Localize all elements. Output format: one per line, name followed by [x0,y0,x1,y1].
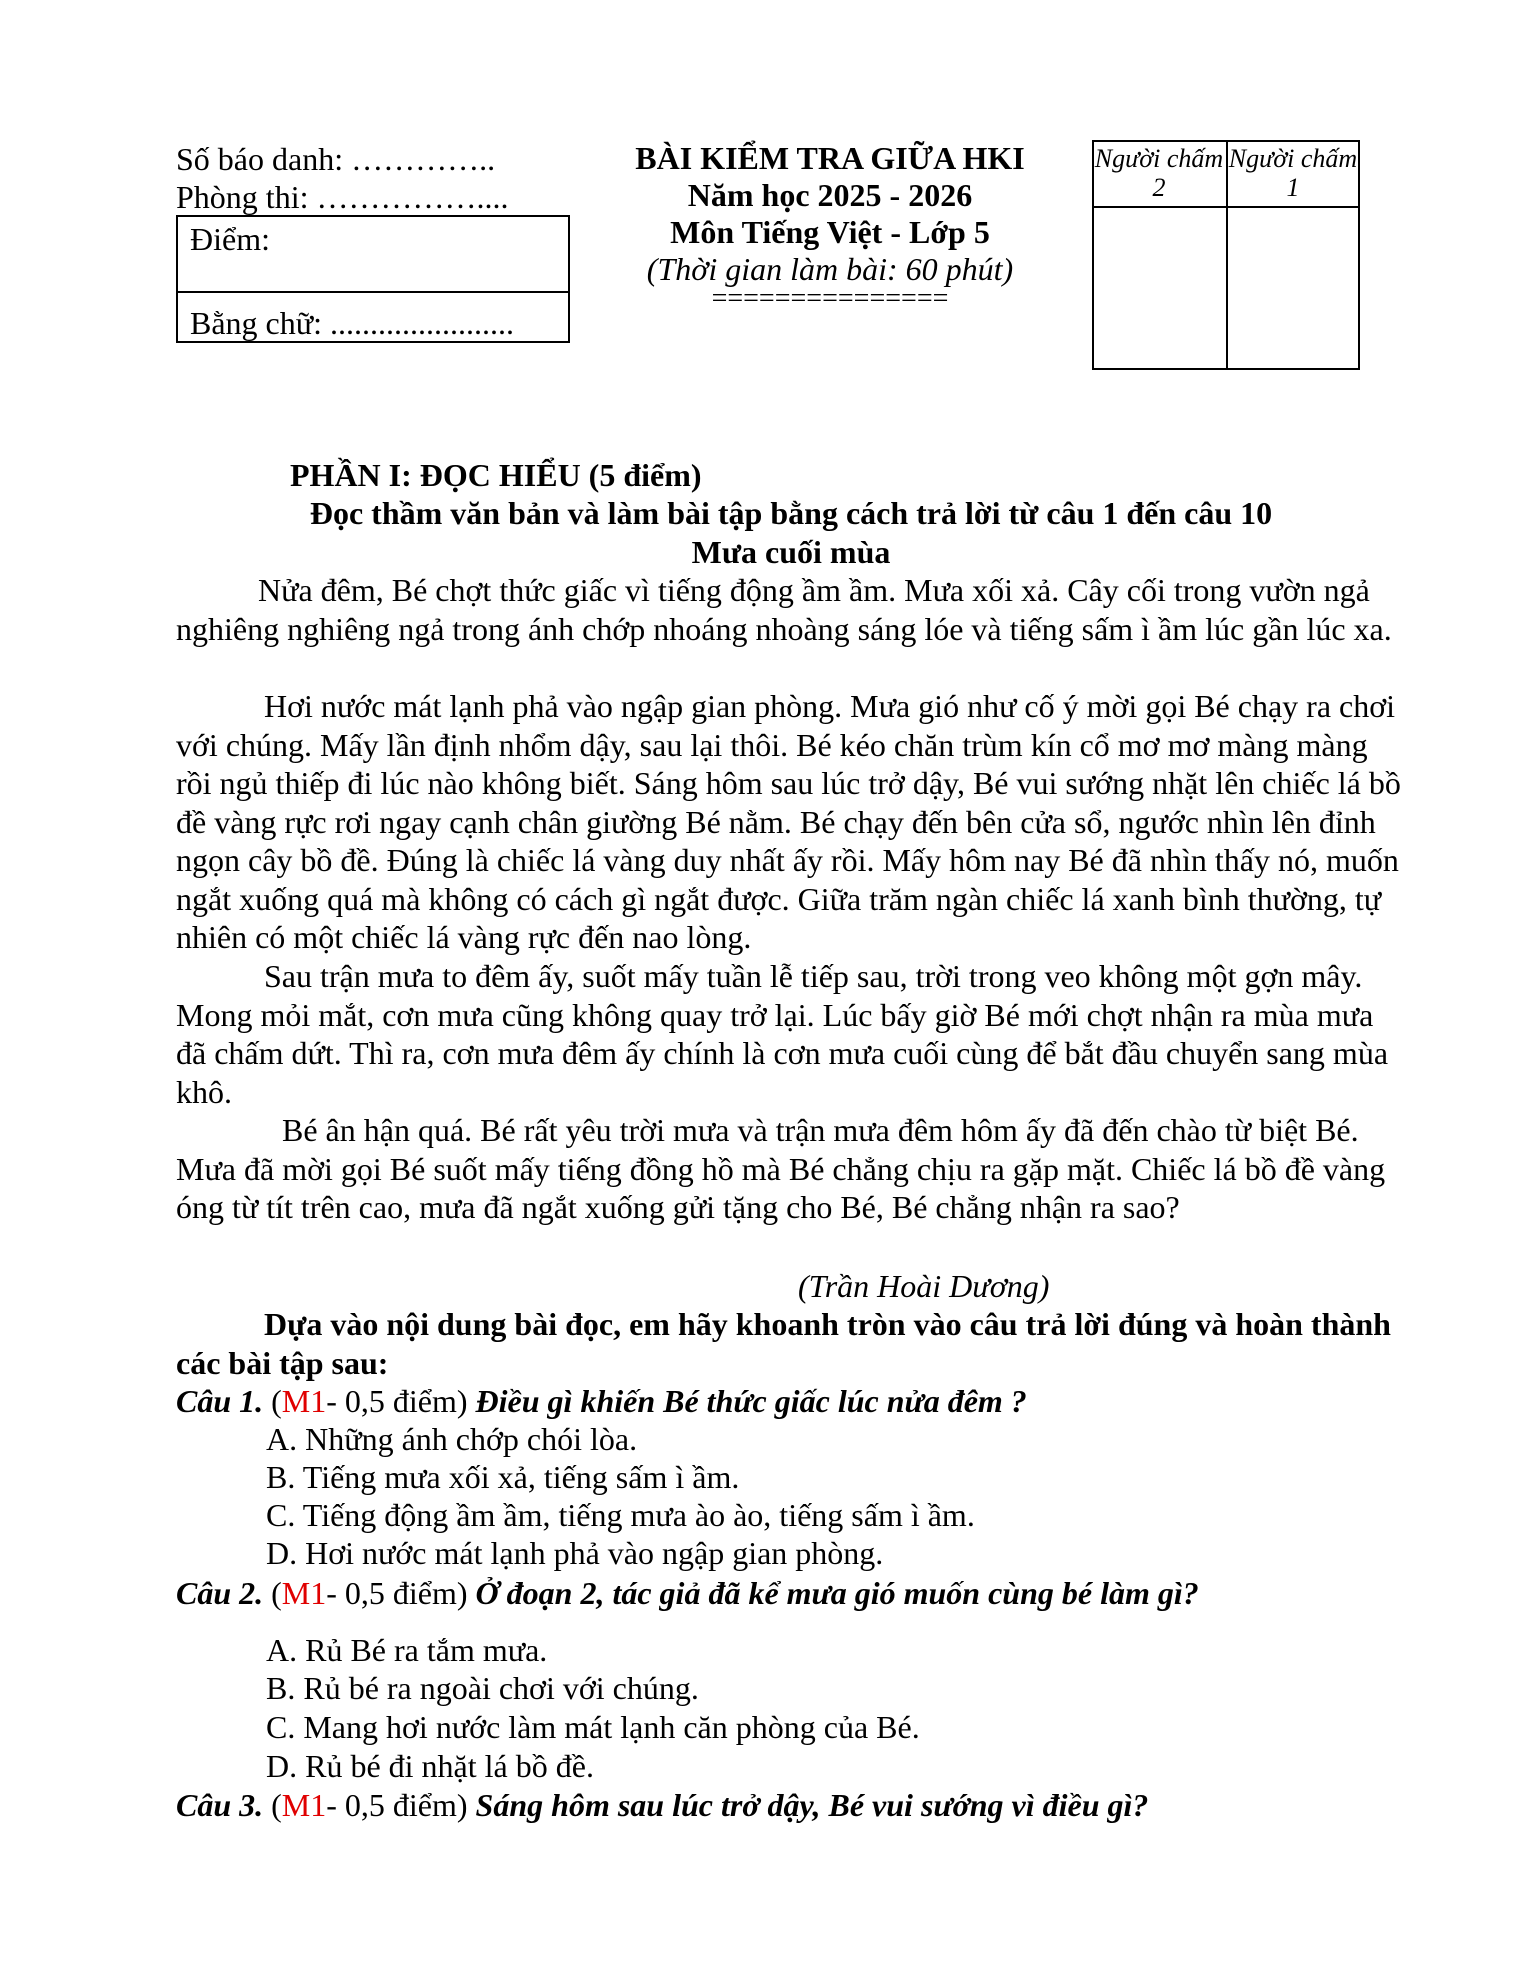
question-2-label: Câu 2. [176,1575,264,1611]
question-1-open: ( [263,1383,282,1419]
question-3-text: Sáng hôm sau lúc trở dậy, Bé vui sướng vì điều gì? [475,1787,1149,1823]
question-2 [176,1574,1199,1612]
question-1 [176,1382,1027,1420]
score-divider [178,291,568,293]
header-left [176,140,508,216]
author: (Trần Hoài Dương) [798,1268,1050,1304]
time-limit: (Thời gian làm bài: 60 phút) [646,251,1014,287]
question-1-option-b: B. Tiếng mưa xối xả, tiếng sấm ì ầm. [266,1459,740,1495]
question-2-option-a: A. Rủ Bé ra tắm mưa. [266,1632,548,1668]
subject: Môn Tiếng Việt - Lớp 5 [670,214,990,250]
candidate-number: Số báo danh: ………….. [176,141,496,177]
question-2-level: M1 [281,1575,327,1611]
grader-2-header: Người chấm 2 [1094,144,1224,202]
grader-1-header: Người chấm 1 [1228,144,1358,202]
story-paragraph-2: Hơi nước mát lạnh phả vào ngập gian phòng. Mưa gió như cố ý mời gọi Bé chạy ra chơi với chúng. Mấy lần định nhổm dậy, sau lại thôi. Bé kéo chăn trùm kín cổ mơ mơ màng màng rồi ngủ thiếp đi lúc nào không biết. Sáng hôm sau lúc trở dậy, Bé vui sướng nhặt lên chiếc lá bồ đề vàng rực rơi ngay cạnh chân giường Bé nằm. Bé chạy đến bên cửa sổ, ngước nhìn lên đỉnh ngọn cây bồ đề. Đúng là chiếc lá vàng duy nhất ấy rồi. Mấy hôm nay Bé đã nhìn thấy nó, muốn ngắt xuống quá mà không có cách gì ngắt được. Giữa trăm ngàn chiếc lá xanh bình thường, tự nhiên có một chiếc lá vàng rực đến nao lòng. [176,688,1401,955]
story-title: Mưa cuối mùa [691,534,891,570]
task-instruction: Dựa vào nội dung bài đọc, em hãy khoanh tròn vào câu trả lời đúng và hoàn thành các bài tập sau: [176,1306,1391,1381]
question-2-option-c: C. Mang hơi nước làm mát lạnh căn phòng của Bé. [266,1709,920,1745]
story-paragraph-3: Sau trận mưa to đêm ấy, suốt mấy tuần lễ tiếp sau, trời trong veo không một gợn mây. Mong mỏi mắt, cơn mưa cũng không quay trở lại. Lúc bấy giờ Bé mới chợt nhận ra mùa mưa đã chấm dứt. Thì ra, cơn mưa đêm ấy chính là cơn mưa cuối cùng để bắt đầu chuyển sang mùa khô. [176,958,1389,1110]
question-3-points: - 0,5 điểm) [326,1787,476,1823]
question-2-points: - 0,5 điểm) [326,1575,476,1611]
score-in-words-label: Bằng chữ: ....................... [190,305,514,341]
part1-heading: PHẦN I: ĐỌC HIỂU (5 điểm) [290,457,702,493]
question-3-label: Câu 3. [176,1787,264,1823]
question-1-points: - 0,5 điểm) [326,1383,476,1419]
part1-instruction: Đọc thầm văn bản và làm bài tập bằng cách trả lời từ câu 1 đến câu 10 [309,495,1273,531]
question-2-open: ( [263,1575,282,1611]
question-1-option-a: A. Những ánh chớp chói lòa. [266,1421,638,1457]
grader-table [1092,140,1360,370]
question-3 [176,1786,1148,1824]
exam-title-block [600,140,1060,314]
question-2-option-b: B. Rủ bé ra ngoài chơi với chúng. [266,1670,699,1706]
grader-hline [1094,206,1358,208]
question-2-text: Ở đoạn 2, tác giả đã kể mưa gió muốn cùng bé làm gì? [475,1575,1199,1611]
question-3-level: M1 [281,1787,327,1823]
question-3-open: ( [263,1787,282,1823]
exam-room: Phòng thi: …………….... [176,179,509,215]
exam-title: BÀI KIỂM TRA GIỮA HKI [635,140,1025,176]
story-paragraph-4: Bé ân hận quá. Bé rất yêu trời mưa và trận mưa đêm hôm ấy đã đến chào từ biệt Bé. Mưa đã mời gọi Bé suốt mấy tiếng đồng hồ mà Bé chẳng chịu ra gặp mặt. Chiếc lá bồ đề vàng óng từ tít trên cao, mưa đã ngắt xuống gửi tặng cho Bé, Bé chẳng nhận ra sao? [176,1112,1386,1225]
story-paragraph-1: Nửa đêm, Bé chợt thức giấc vì tiếng động ầm ầm. Mưa xối xả. Cây cối trong vườn ngả nghiêng nghiêng ngả trong ánh chớp nhoáng nhoàng sáng lóe và tiếng sấm ì ầm lúc gần lúc xa. [176,572,1392,647]
question-1-text: Điều gì khiến Bé thức giấc lúc nửa đêm ? [475,1383,1027,1419]
school-year: Năm học 2025 - 2026 [687,177,973,213]
title-rule: =============== [711,283,949,314]
question-1-label: Câu 1. [176,1383,264,1419]
score-label: Điểm: [190,221,270,257]
score-box [176,215,570,343]
question-2-option-d: D. Rủ bé đi nhặt lá bồ đề. [266,1748,594,1784]
question-1-option-c: C. Tiếng động ầm ầm, tiếng mưa ào ào, tiếng sấm ì ầm. [266,1497,975,1533]
question-1-option-d: D. Hơi nước mát lạnh phả vào ngập gian phòng. [266,1535,884,1571]
question-1-level: M1 [281,1383,327,1419]
